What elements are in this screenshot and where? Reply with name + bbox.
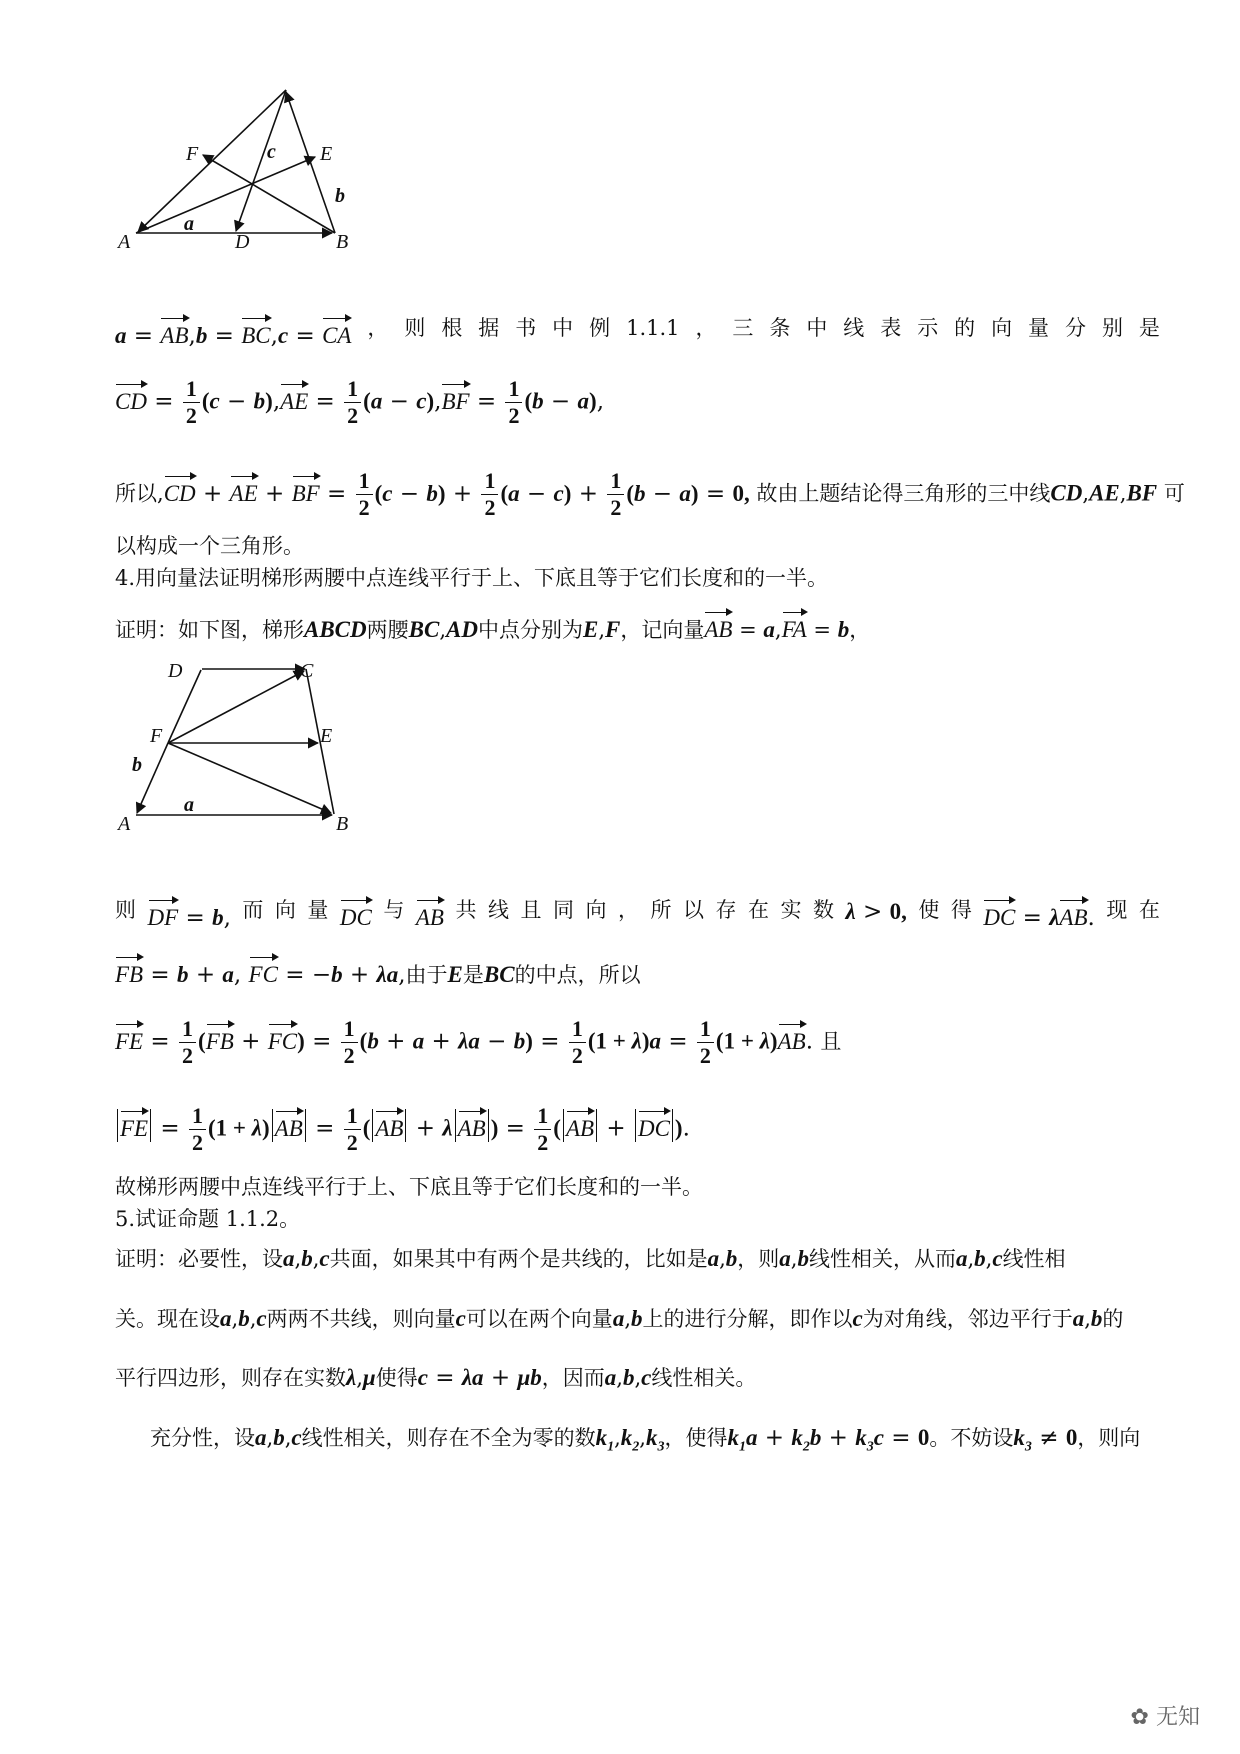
- label-b: b: [335, 185, 345, 207]
- label-B: B: [336, 231, 349, 253]
- line-1: a = AB,b = BC,c = CA ， 则 根 据 书 中 例 1.1.1 ， 三 条 中 线 表 示 的 向 量 分 别 是: [115, 316, 1160, 349]
- line-11: 故梯形两腰中点连线平行于上、下底且等于它们长度和的一半。: [115, 1175, 703, 1199]
- label-F: F: [186, 143, 199, 165]
- line-4: 以构成一个三角形。: [115, 534, 304, 558]
- label-E: E: [320, 143, 333, 165]
- line-8: FB = b + a, FC = −b + λa,由于E是BC的中点，所以: [115, 955, 641, 990]
- label-b: b: [132, 754, 142, 776]
- label-E: E: [320, 725, 333, 747]
- median-CD: [236, 90, 286, 231]
- line-16: 充分性，设a,b,c线性相关，则存在不全为零的数$k_1,k_2,k_3$，使得$k_1a + k_2b + k_3c = 0$。不妨设$k_3 \ne 0$，则向: [150, 1425, 1141, 1455]
- problem-5: 5.试证命题 1.1.2。: [115, 1207, 301, 1231]
- median-equations: CD = $\frac{1}{2}$ (c − b),AE = $\frac{1}{2}$ (a − c),BF = $\frac{1}{2}$ (b − a),: [115, 376, 605, 428]
- label-c: c: [267, 141, 276, 163]
- line-7: 则 DF = b, 而 向 量 DC 与 AB 共 线 且 同 向 ， 所 以 存 在 实 数 λ > 0, 使 得 DC = λAB. 现 在: [115, 898, 1160, 931]
- median-BF: [203, 155, 335, 233]
- trapezoid-figure: [110, 650, 390, 850]
- label-D: D: [168, 660, 183, 682]
- line-6: 证明：如下图，梯形ABCD两腰BC,AD中点分别为E,F，记向量AB = a,FA = b，: [115, 610, 870, 644]
- label-A: A: [118, 813, 131, 835]
- line-15: 平行四边形，则存在实数λ,μ使得c = λa + μb，因而a,b,c线性相关。: [115, 1365, 757, 1391]
- line-13: 证明：必要性，设a,b,c共面，如果其中有两个是共线的，比如是a,b，则a,b线性相关，从而a,b,c线性相: [115, 1246, 1066, 1271]
- line-3: 所以,CD + AE + BF = $\frac{1}{2}$ (c − b) + $\frac{1}{2}$ (a − c) + $\frac{1}{2}$ (b − a) = 0, 故由上题结论得三角形的三中线CD,AE,BF 可: [115, 468, 1185, 520]
- label-C: C: [300, 660, 314, 682]
- midline-equation: FE = $\frac{1}{2}$ (FB + FC) = $\frac{1}{2}$ (b + a + λa − b) = $\frac{1}{2}$ (1 + λ)a = $\frac{1}{2}$ (1 + λ)AB. 且: [115, 1016, 842, 1068]
- length-equation: FE = $\frac{1}{2}$ (1 + λ) AB = $\frac{1}{2}$ ( AB + λ AB ) = $\frac{1}{2}$ ( AB + DC ).: [115, 1105, 690, 1154]
- wechat-icon: ✿: [1130, 1705, 1149, 1730]
- label-A: A: [118, 231, 131, 253]
- vector-FC: [168, 671, 304, 743]
- watermark: ✿ 无知: [1130, 1705, 1200, 1730]
- label-a: a: [184, 213, 194, 235]
- problem-4: 4.用向量法证明梯形两腰中点连线平行于上、下底且等于它们长度和的一半。: [115, 566, 829, 590]
- label-F: F: [150, 725, 163, 747]
- triangle-figure: [110, 80, 390, 280]
- label-a: a: [184, 794, 194, 816]
- label-B: B: [336, 813, 349, 835]
- label-D: D: [235, 231, 250, 253]
- line-14: 关。现在设a,b,c两两不共线，则向量c可以在两个向量a,b上的进行分解，即作以c为对角线，邻边平行于a,b的: [115, 1306, 1124, 1331]
